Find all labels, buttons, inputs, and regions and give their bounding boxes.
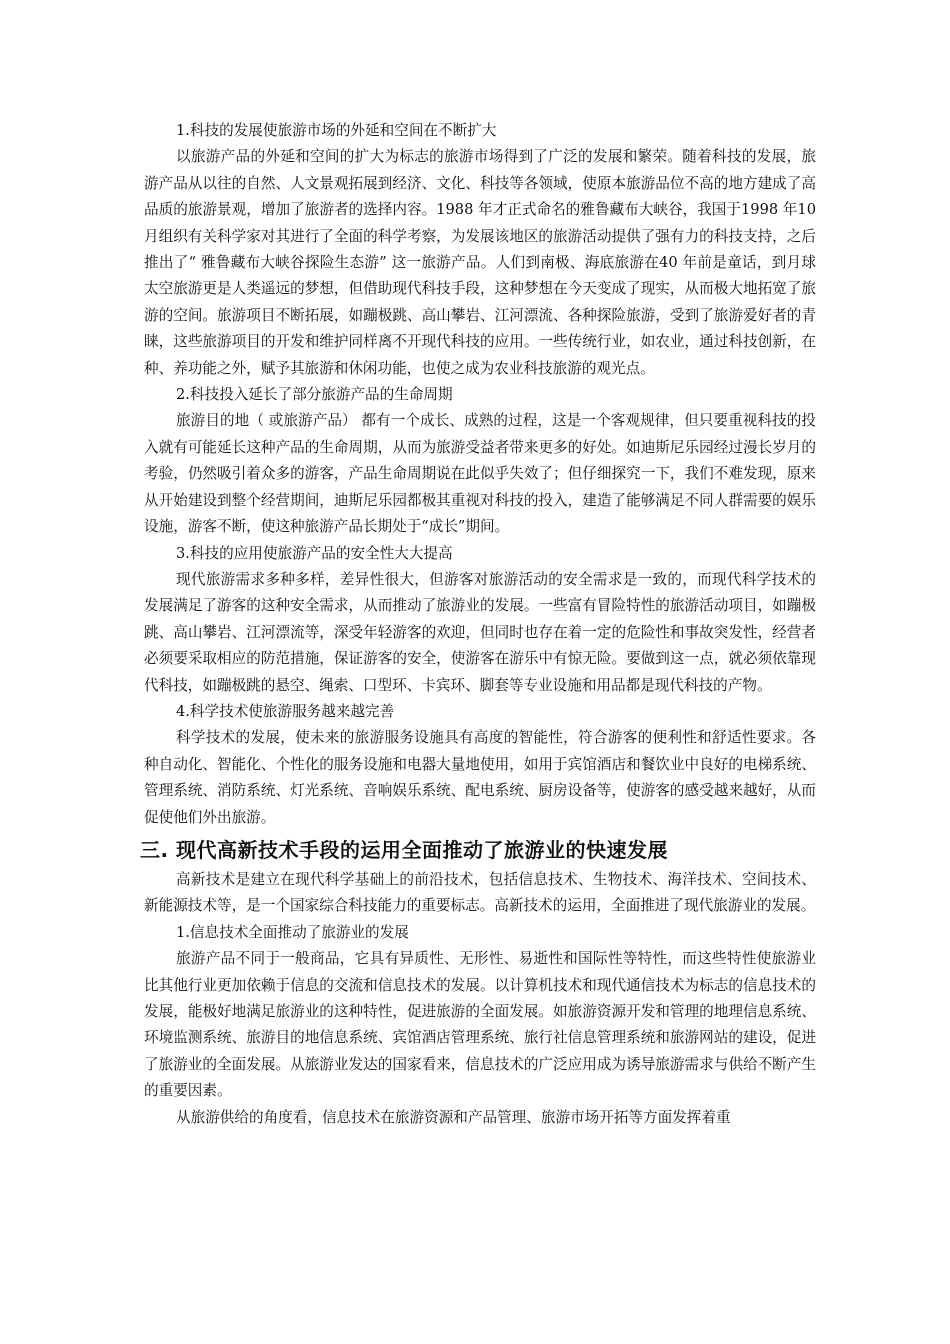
subsection-1-paragraph: 旅游产品不同于一般商品，它具有异质性、无形性、易逝性和国际性等特性，而这些特性使旅游业比其他行业更加依赖于信息的交流和信息技术的发展。以计算机技术和现代通信技术为标志的信息技术的发展，能极好地满足旅游业的这种特性，促进旅游的全面发展。如旅游资源开发和管理的地理信息系统、环境监测系统、旅游目的地信息系统、宾馆酒店管理系统、旅行社信息管理系统和旅游网站的建设，促进了旅游业的全面发展。从旅游业发达的国家看来，信息技术的广泛应用成为诱导旅游需求与供给不断产生的重要因素。 bbox=[144, 950, 816, 1100]
section-3-heading: 3.科技的应用使旅游产品的安全性大大提高 bbox=[176, 544, 453, 562]
section-4-paragraph: 科学技术的发展，使未来的旅游服务设施具有高度的智能性，符合游客的便利性和舒适性要求。各种自动化、智能化、个性化的服务设施和电器大量地使用，如用于宾馆酒店和餐饮业中良好的电梯系统、管理系统、消防系统、灯光系统、音响娱乐系统、配电系统、厨房设备等，使游客的感受越来越好，从而促使他们外出旅游。 bbox=[144, 729, 816, 826]
section-1-paragraph: 以旅游产品的外延和空间的扩大为标志的旅游市场得到了广泛的发展和繁荣。随着科技的发展，旅游产品从以往的自然、人文景观拓展到经济、文化、科技等各领域，使原本旅游品位不高的地方建成了高品质的旅游景观，增加了旅游者的选择内容。1988 年才正式命名的雅鲁藏布大峡谷，我国于1998 年10 月组织有关科学家对其进行了全面的科学考察，为发展该地区的旅游活动提供了强有力的科技支持，之后推出了“ 雅鲁藏布大峡谷探险生态游” 这一旅游产品。人们到南极、海底旅游在40 年前是童话，到月球太空旅游更是人类遥远的梦想，但借助现代科技手段，这种梦想在今天变成了现实，从而极大地拓宽了旅游的空间。旅游项目不断拓展，如蹦极跳、高山攀岩、江河漂流、各种探险旅游，受到了旅游爱好者的青睐，这些旅游项目的开发和维护同样离不开现代科技的应用。一些传统行业，如农业，通过科技创新，在种、养功能之外，赋予其旅游和休闲功能，也使之成为农业科技旅游的观光点。 bbox=[144, 148, 816, 377]
section-4-heading: 4.科学技术使旅游服务越来越完善 bbox=[176, 702, 395, 720]
section-3-paragraph: 现代旅游需求多种多样，差异性很大，但游客对旅游活动的安全需求是一致的，而现代科学技术的发展满足了游客的这种安全需求，从而推动了旅游业的发展。一些富有冒险特性的旅游活动项目，如蹦极跳、高山攀岩、江河漂流等，深受年轻游客的欢迎，但同时也存在着一定的危险性和事故突发性，经营者必须要采取相应的防范措施，保证游客的安全，使游客在游乐中有惊无险。要做到这一点，就必须依靠现代科技，如蹦极跳的悬空、绳索、口型环、卡宾环、脚套等专业设施和用品都是现代科技的产物。 bbox=[144, 570, 816, 694]
subsection-1-heading: 1.信息技术全面推动了旅游业的发展 bbox=[176, 923, 409, 941]
document-body bbox=[140, 118, 816, 1131]
section-2-heading: 2.科技投入延长了部分旅游产品的生命周期 bbox=[176, 386, 453, 404]
chapter-intro-paragraph: 高新技术是建立在现代科学基础上的前沿技术，包括信息技术、生物技术、海洋技术、空间技术、新能源技术等，是一个国家综合科技能力的重要标志。高新技术的运用，全面推进了现代旅游业的发展。 bbox=[144, 870, 816, 915]
subsection-1-paragraph-2: 从旅游供给的角度看，信息技术在旅游资源和产品管理、旅游市场开拓等方面发挥着重 bbox=[176, 1108, 731, 1126]
chapter-heading: 三. 现代高新技术手段的运用全面推动了旅游业的快速发展 bbox=[140, 837, 669, 862]
section-2-paragraph: 旅游目的地（ 或旅游产品） 都有一个成长、成熟的过程，这是一个客观规律，但只要重视科技的投入就有可能延长这种产品的生命周期，从而为旅游受益者带来更多的好处。如迪斯尼乐园经过漫长岁月的考验，仍然吸引着众多的游客，产品生命周期说在此似乎失效了；但仔细探究一下，我们不难发现，原来从开始建设到整个经营期间，迪斯尼乐园都极其重视对科技的投入，建造了能够满足不同人群需要的娱乐设施，游客不断，使这种旅游产品长期处于“成长”期间。 bbox=[144, 412, 816, 536]
section-1-heading: 1.科技的发展使旅游市场的外延和空间在不断扩大 bbox=[176, 122, 497, 139]
